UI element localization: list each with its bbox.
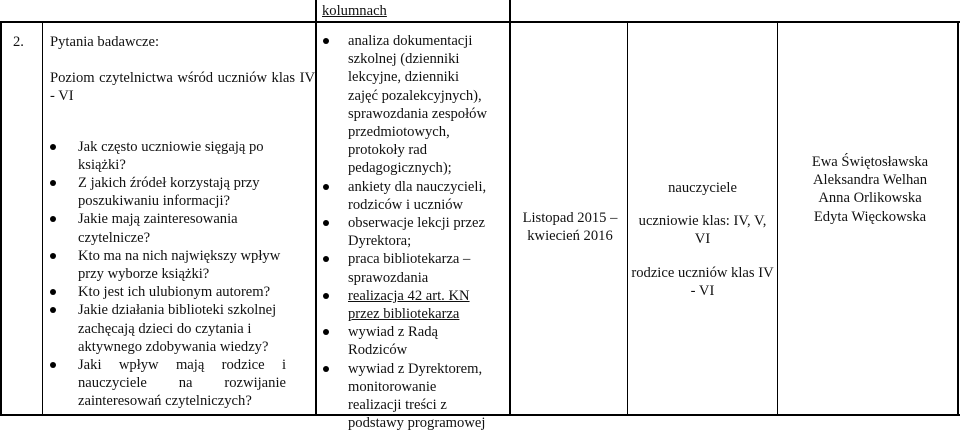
questions-subheading: Poziom czytelnictwa wśród uczniów klas IV - VI — [50, 70, 315, 105]
bullet-icon — [323, 293, 329, 299]
column-divider — [627, 21, 628, 416]
list-item: Z jakich źródeł korzystają przy poszukiwaniu informacji? — [50, 174, 286, 210]
bullet-icon — [323, 256, 329, 262]
list-item: realizacja 42 art. KN przez bibliotekarza — [323, 287, 487, 323]
column-divider — [509, 0, 511, 416]
table-border-top — [0, 21, 960, 23]
previous-row-word: kolumnach — [322, 3, 387, 19]
column-divider — [0, 21, 2, 416]
bullet-icon — [50, 307, 56, 313]
bullet-icon — [323, 184, 329, 190]
bullet-icon — [323, 38, 329, 44]
methods-list — [323, 32, 487, 432]
list-item: Jaki wpływ mają rodzice i nauczyciele na rozwijanie zainteresowań czytelniczych? — [50, 356, 286, 411]
responsible-person: Edyta Więckowska — [813, 208, 927, 225]
responsible-person: Aleksandra Welhan — [812, 172, 928, 189]
bullet-icon — [50, 180, 56, 186]
list-item: wywiad z Dyrektorem, monitorowanie realizacji treści z podstawy programowej — [323, 360, 487, 432]
bullet-icon — [50, 362, 56, 368]
list-item: obserwacje lekcji przez Dyrektora; — [323, 214, 487, 250]
questions-list — [50, 138, 286, 411]
row-number: 2. — [13, 34, 24, 50]
previous-row-text — [322, 2, 412, 20]
research-questions-cell — [50, 33, 318, 411]
bullet-icon — [50, 216, 56, 222]
bullet-icon — [323, 220, 329, 226]
list-item: Kto jest ich ulubionym autorem? — [50, 283, 286, 301]
participants-cell — [630, 179, 775, 315]
participant-group: uczniowie klas: IV, V, VI — [638, 213, 767, 248]
list-item: Kto ma na nich największy wpływ przy wyborze książki? — [50, 247, 286, 283]
bullet-icon — [50, 144, 56, 150]
list-item: Jakie mają zainteresowania czytelnicze? — [50, 210, 286, 246]
list-item: analiza dokumentacji szkolnej (dzienniki lekcyjne, dzienniki zajęć pozalekcyjnych), sprawozdania zespołów przedmiotowych, protokoły rad pedagogicznych); — [323, 32, 487, 178]
bullet-icon — [50, 253, 56, 259]
column-divider — [777, 21, 778, 416]
bullet-icon — [50, 289, 56, 295]
bullet-icon — [323, 329, 329, 335]
list-item: wywiad z Radą Rodziców — [323, 323, 487, 359]
list-item: Jakie działania biblioteki szkolnej zachęcają dzieci do czytania i aktywnego zdobywania wiedzy? — [50, 301, 286, 356]
questions-heading: Pytania badawcze: — [50, 34, 159, 50]
date-cell: Listopad 2015 – kwiecień 2016 — [522, 210, 618, 245]
responsible-cell — [782, 153, 958, 226]
bullet-icon — [323, 366, 329, 372]
list-item: ankiety dla nauczycieli, rodziców i uczniów — [323, 178, 487, 214]
participant-group: rodzice uczniów klas IV - VI — [631, 264, 774, 299]
column-divider — [42, 21, 43, 416]
responsible-person: Ewa Świętosławska — [811, 154, 929, 170]
participant-group: nauczyciele — [668, 180, 737, 196]
list-item: Jak często uczniowie sięgają po książki? — [50, 138, 286, 174]
responsible-person: Anna Orlikowska — [818, 190, 922, 207]
methods-cell — [323, 32, 509, 432]
list-item: praca bibliotekarza – sprawozdania — [323, 250, 487, 286]
